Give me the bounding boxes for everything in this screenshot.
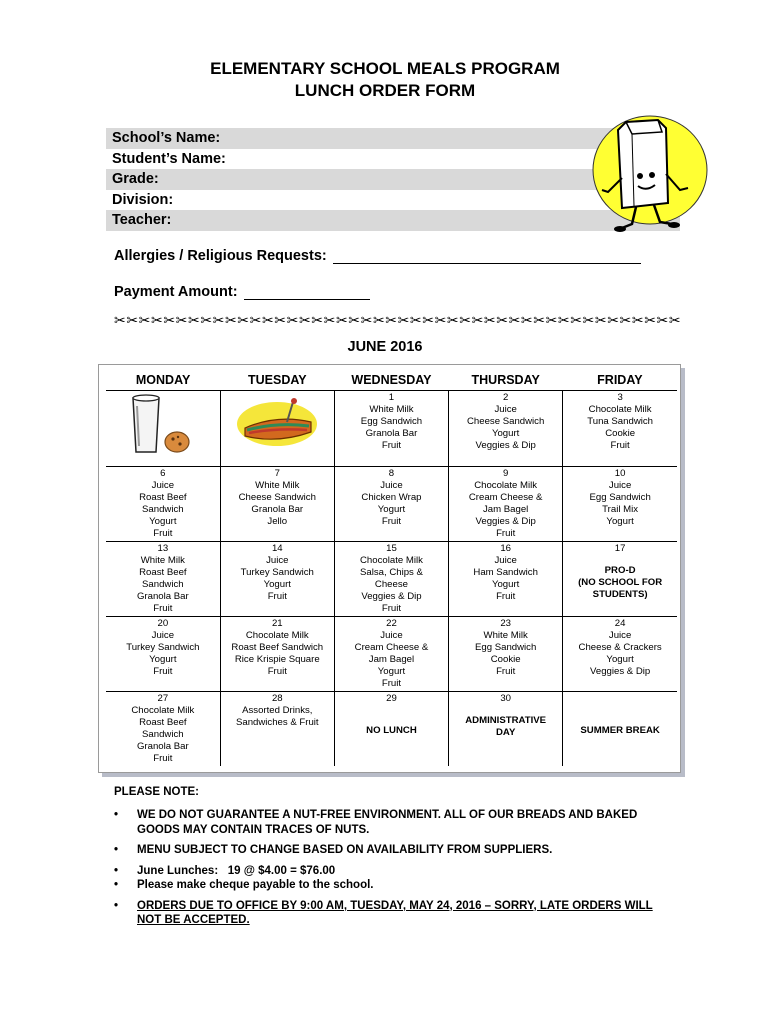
menu-item: Juice bbox=[151, 480, 175, 491]
pro-d-note: PRO-D bbox=[604, 565, 636, 576]
day-number: 8 bbox=[388, 468, 395, 479]
menu-item: Jam Bagel bbox=[482, 504, 529, 515]
day-number: 6 bbox=[160, 468, 166, 479]
day-number: 30 bbox=[500, 693, 511, 704]
day-cell bbox=[220, 542, 334, 617]
note-item bbox=[114, 878, 674, 893]
menu-item: Tuna Sandwich bbox=[587, 416, 654, 427]
menu-item: Cookie bbox=[605, 428, 636, 439]
menu-item: Turkey Sandwich bbox=[240, 567, 314, 578]
menu-item: White Milk bbox=[483, 630, 528, 641]
menu-item: Roast Beef Sandwich bbox=[231, 642, 324, 653]
allergies-blank[interactable] bbox=[333, 249, 641, 264]
notes-list bbox=[114, 808, 674, 928]
note-text: Please make cheque payable to the school. bbox=[137, 879, 374, 891]
menu-item: Juice bbox=[608, 630, 632, 641]
day-number: 10 bbox=[614, 468, 626, 479]
day-cell bbox=[220, 467, 334, 542]
summer-break-note: SUMMER BREAK bbox=[580, 725, 660, 736]
week-row bbox=[106, 467, 677, 542]
day-number: 1 bbox=[388, 392, 395, 403]
day-number: 7 bbox=[274, 468, 280, 479]
day-cell bbox=[220, 617, 334, 692]
menu-item: Granola Bar bbox=[136, 741, 189, 752]
menu-item: Cheese & Crackers bbox=[578, 642, 662, 653]
menu-item: Juice bbox=[494, 404, 517, 415]
grade-field[interactable]: Grade: bbox=[106, 169, 680, 190]
allergies-label: Allergies / Religious Requests: bbox=[114, 248, 327, 264]
day-number: 16 bbox=[500, 543, 511, 554]
menu-item: Cheese Sandwich bbox=[238, 492, 316, 503]
day-cell bbox=[334, 467, 448, 542]
bullet-icon: • bbox=[114, 864, 119, 877]
payment-label: Payment Amount: bbox=[114, 284, 238, 300]
menu-item: Sandwiches & Fruit bbox=[235, 717, 319, 728]
payment-blank[interactable] bbox=[244, 285, 370, 300]
menu-item: Yogurt bbox=[149, 654, 177, 665]
day-cell bbox=[334, 617, 448, 692]
bullet-icon: • bbox=[114, 809, 119, 821]
menu-item: Fruit bbox=[153, 753, 173, 764]
day-cell bbox=[563, 542, 677, 617]
menu-item: Fruit bbox=[153, 666, 173, 677]
day-cell bbox=[449, 692, 563, 767]
menu-item: Fruit bbox=[381, 516, 402, 527]
menu-item: Salsa, Chips & bbox=[360, 567, 423, 578]
cut-line: ✂✂✂✂✂✂✂✂✂✂✂✂✂✂✂✂✂✂✂✂✂✂✂✂✂✂✂✂✂✂✂✂✂✂✂✂✂✂✂✂✂✂✂✂✂✂ bbox=[114, 312, 682, 328]
day-cell bbox=[106, 542, 220, 617]
day-number: 24 bbox=[614, 618, 626, 629]
day-number: 28 bbox=[271, 693, 283, 704]
pro-d-note: STUDENTS) bbox=[592, 589, 648, 600]
menu-item: Yogurt bbox=[491, 579, 520, 590]
day-cell bbox=[220, 692, 334, 767]
day-header-wednesday: WEDNESDAY bbox=[334, 370, 448, 391]
note-text: WE DO NOT GUARANTEE A NUT-FREE ENVIRONMENT. ALL OF OUR BREADS AND BAKED GOODS MAY CONTAIN TRACES OF NUTS. bbox=[137, 809, 638, 836]
menu-item: Egg Sandwich bbox=[474, 642, 537, 653]
pro-d-note: (NO SCHOOL FOR bbox=[578, 577, 663, 588]
menu-item: Cheese bbox=[374, 579, 408, 590]
milk-cookie-illustration-cell bbox=[106, 391, 220, 467]
menu-item: Fruit bbox=[496, 528, 516, 539]
menu-item: Assorted Drinks, bbox=[242, 705, 313, 716]
week-row bbox=[106, 617, 677, 692]
menu-item: Chocolate Milk bbox=[245, 630, 309, 641]
menu-item: Granola Bar bbox=[365, 428, 418, 439]
menu-item: Veggies & Dip bbox=[361, 591, 422, 602]
bullet-icon: • bbox=[114, 844, 119, 856]
week-row bbox=[106, 692, 677, 767]
admin-day-note: ADMINISTRATIVE bbox=[465, 715, 547, 726]
menu-item: Chocolate Milk bbox=[474, 480, 538, 491]
day-number: 23 bbox=[500, 618, 511, 629]
day-cell bbox=[449, 542, 563, 617]
menu-item: Cookie bbox=[490, 654, 521, 665]
deadline-note-text: ORDERS DUE TO OFFICE BY 9:00 AM, TUESDAY, MAY 24, 2016 – SORRY, LATE ORDERS WILL NOT BE ACCEPTED. bbox=[137, 899, 653, 926]
day-cell bbox=[449, 617, 563, 692]
day-cell bbox=[106, 467, 220, 542]
menu-item: Chocolate Milk bbox=[131, 705, 195, 716]
note-item bbox=[114, 899, 674, 928]
menu-item: White Milk bbox=[255, 480, 300, 491]
menu-item: Fruit bbox=[496, 591, 516, 602]
day-header-thursday: THURSDAY bbox=[449, 370, 563, 391]
day-cell bbox=[106, 692, 220, 767]
menu-item: Sandwich bbox=[142, 504, 184, 515]
menu-item: Chocolate Milk bbox=[360, 555, 423, 566]
menu-item: White Milk bbox=[369, 404, 414, 415]
menu-item: Egg Sandwich bbox=[360, 416, 423, 427]
school-name-field[interactable]: School’s Name: bbox=[106, 128, 680, 149]
menu-item: Fruit bbox=[267, 666, 287, 677]
day-number: 20 bbox=[157, 618, 169, 629]
menu-item: Chicken Wrap bbox=[361, 492, 422, 503]
note-text: MENU SUBJECT TO CHANGE BASED ON AVAILABILITY FROM SUPPLIERS. bbox=[137, 844, 553, 856]
form-title: ELEMENTARY SCHOOL MEALS PROGRAM bbox=[210, 59, 560, 78]
day-number: 13 bbox=[157, 543, 169, 554]
menu-item: Fruit bbox=[381, 603, 402, 614]
day-number: 3 bbox=[617, 392, 623, 403]
menu-item: Cream Cheese & bbox=[354, 642, 429, 653]
bullet-icon: • bbox=[114, 879, 119, 891]
menu-item: Fruit bbox=[153, 528, 173, 539]
note-text: June Lunches: 19 @ $4.00 = $76.00 bbox=[137, 864, 336, 877]
teacher-field[interactable]: Teacher: bbox=[106, 210, 680, 231]
menu-item: Jam Bagel bbox=[368, 654, 415, 665]
day-number: 15 bbox=[386, 543, 397, 554]
note-item bbox=[114, 843, 674, 858]
menu-item: Fruit bbox=[610, 440, 630, 451]
day-header-tuesday: TUESDAY bbox=[220, 370, 334, 391]
day-header-monday: MONDAY bbox=[106, 370, 220, 391]
menu-item: Veggies & Dip bbox=[475, 440, 536, 451]
menu-item: Sandwich bbox=[142, 729, 184, 740]
menu-item: Fruit bbox=[381, 678, 402, 689]
day-header-friday: FRIDAY bbox=[563, 370, 677, 391]
day-number: 29 bbox=[386, 693, 397, 704]
menu-item: Ham Sandwich bbox=[473, 567, 538, 578]
allergies-field[interactable] bbox=[114, 248, 641, 264]
day-cell bbox=[334, 391, 448, 467]
lunch-calendar bbox=[106, 370, 677, 766]
no-lunch-note: NO LUNCH bbox=[366, 725, 417, 736]
menu-item: Roast Beef bbox=[139, 567, 187, 578]
lunch-bag-mascot-icon bbox=[588, 108, 712, 236]
bullet-icon: • bbox=[114, 899, 119, 912]
menu-item: Cheese Sandwich bbox=[466, 416, 545, 427]
menu-item: Yogurt bbox=[377, 666, 406, 677]
menu-item: Juice bbox=[266, 555, 289, 566]
menu-item: Egg Sandwich bbox=[589, 492, 651, 503]
notes-heading: PLEASE NOTE: bbox=[114, 786, 199, 798]
menu-item: Juice bbox=[608, 480, 632, 491]
menu-item: Fruit bbox=[267, 591, 287, 602]
day-cell bbox=[449, 391, 563, 467]
menu-item: Juice bbox=[380, 480, 403, 491]
menu-item: Yogurt bbox=[149, 516, 177, 527]
menu-item: Juice bbox=[151, 630, 175, 641]
sandwich-illustration-cell bbox=[220, 391, 334, 467]
menu-item: Roast Beef bbox=[139, 717, 187, 728]
menu-item: Granola Bar bbox=[136, 591, 189, 602]
payment-field[interactable] bbox=[114, 284, 370, 300]
day-cell bbox=[563, 617, 677, 692]
week-row bbox=[106, 542, 677, 617]
menu-item: Veggies & Dip bbox=[475, 516, 536, 527]
sub-sandwich-icon bbox=[227, 392, 327, 462]
day-cell bbox=[563, 467, 677, 542]
menu-item: Juice bbox=[380, 630, 403, 641]
menu-item: Turkey Sandwich bbox=[126, 642, 200, 653]
menu-item: Fruit bbox=[153, 603, 173, 614]
day-cell bbox=[334, 542, 448, 617]
day-number: 14 bbox=[271, 543, 283, 554]
menu-item: Rice Krispie Square bbox=[234, 654, 320, 665]
day-cell bbox=[563, 692, 677, 767]
menu-item: Chocolate Milk bbox=[588, 404, 652, 415]
day-number: 9 bbox=[502, 468, 509, 479]
milk-glass-icon bbox=[113, 392, 213, 462]
menu-item: Juice bbox=[494, 555, 517, 566]
form-subtitle: LUNCH ORDER FORM bbox=[294, 81, 476, 100]
menu-item: Jello bbox=[267, 516, 288, 527]
day-cell bbox=[449, 467, 563, 542]
menu-item: Roast Beef bbox=[139, 492, 187, 503]
day-cell bbox=[106, 617, 220, 692]
menu-item: Fruit bbox=[496, 666, 516, 677]
menu-item: Yogurt bbox=[606, 654, 634, 665]
day-number: 27 bbox=[157, 693, 169, 704]
day-number: 21 bbox=[271, 618, 283, 629]
menu-item: Sandwich bbox=[142, 579, 184, 590]
menu-item: Yogurt bbox=[263, 579, 291, 590]
day-number: 17 bbox=[614, 543, 626, 554]
menu-item: White Milk bbox=[140, 555, 185, 566]
day-number: 22 bbox=[386, 618, 397, 629]
note-item bbox=[114, 864, 674, 879]
menu-item: Veggies & Dip bbox=[589, 666, 651, 677]
menu-item: Yogurt bbox=[606, 516, 634, 527]
calendar-month: JUNE 2016 bbox=[347, 339, 423, 355]
menu-item: Cream Cheese & bbox=[468, 492, 543, 503]
division-field[interactable]: Division: bbox=[112, 191, 174, 208]
day-cell bbox=[563, 391, 677, 467]
student-name-field[interactable]: Student’s Name: bbox=[112, 150, 226, 167]
menu-item: Yogurt bbox=[377, 504, 406, 515]
week-row bbox=[106, 391, 677, 467]
menu-item: Fruit bbox=[381, 440, 402, 451]
day-number: 2 bbox=[502, 392, 509, 403]
menu-item: Trail Mix bbox=[602, 504, 639, 515]
note-item bbox=[114, 808, 674, 837]
day-cell bbox=[334, 692, 448, 767]
menu-item: Yogurt bbox=[491, 428, 520, 439]
admin-day-note: DAY bbox=[495, 727, 516, 738]
menu-item: Granola Bar bbox=[251, 504, 304, 515]
